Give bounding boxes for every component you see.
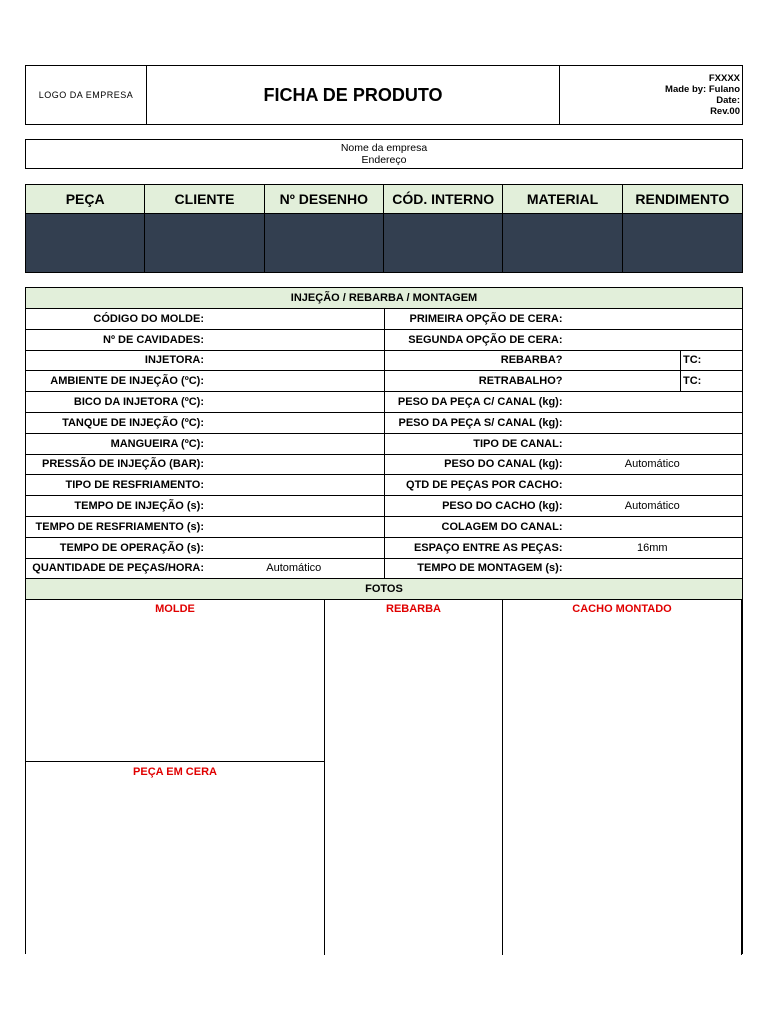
product-header-cod-interno: CÓD. INTERNO (384, 185, 503, 214)
injection-left-label: TIPO DE RESFRIAMENTO: (65, 479, 204, 492)
injection-right-field (385, 496, 743, 516)
injection-left-label: QUANTIDADE DE PEÇAS/HORA: (32, 562, 204, 575)
injection-left-field (26, 517, 385, 537)
injection-right-field (385, 371, 743, 391)
injection-right-value[interactable]: Automático (624, 458, 680, 471)
product-table (25, 184, 743, 273)
injection-left-label: TEMPO DE INJEÇÃO (s): (74, 500, 204, 513)
injection-left-label: INJETORA: (144, 354, 204, 367)
product-header-cliente: CLIENTE (145, 185, 264, 214)
injection-right-field (385, 434, 743, 454)
product-cell-cod-interno[interactable] (384, 214, 503, 272)
injection-row (26, 455, 742, 476)
injection-left-field (26, 330, 385, 350)
injection-left-label: CÓDIGO DO MOLDE: (93, 312, 204, 325)
injection-row (26, 538, 742, 559)
injection-right-field (385, 309, 743, 329)
product-cell-rendimento[interactable] (623, 214, 742, 272)
injection-right-label: SEGUNDA OPÇÃO DE CERA: (408, 333, 563, 346)
made-by: Made by: Fulano (665, 84, 740, 95)
injection-right-field (385, 538, 743, 558)
photo-rebarba-cell[interactable] (325, 599, 503, 955)
tc-field[interactable]: TC: (680, 371, 742, 391)
tc-field[interactable]: TC: (680, 351, 742, 371)
injection-right-label: ESPAÇO ENTRE AS PEÇAS: (413, 541, 563, 554)
injection-row (26, 330, 742, 351)
injection-row (26, 517, 742, 538)
injection-row (26, 434, 742, 455)
injection-row (26, 371, 742, 392)
injection-left-field (26, 455, 385, 475)
injection-right-label: PESO DA PEÇA S/ CANAL (kg): (398, 416, 563, 429)
injection-left-field (26, 434, 385, 454)
injection-left-value[interactable]: Automático (266, 562, 322, 575)
product-cell-desenho[interactable] (265, 214, 384, 272)
injection-right-label: PESO DO CACHO (kg): (442, 500, 563, 513)
document-date: Date: (716, 95, 740, 106)
photos-section (25, 578, 743, 954)
injection-section (25, 287, 743, 579)
injection-left-label: TEMPO DE OPERAÇÃO (s): (59, 541, 204, 554)
company-logo-placeholder: LOGO DA EMPRESA (26, 66, 147, 124)
injection-right-field (385, 559, 743, 579)
injection-left-label: Nº DE CAVIDADES: (103, 333, 204, 346)
injection-left-label: BICO DA INJETORA (ºC): (73, 396, 204, 409)
injection-right-field (385, 413, 743, 433)
injection-left-field (26, 538, 385, 558)
product-header-material: MATERIAL (503, 185, 622, 214)
document-meta (560, 66, 742, 124)
injection-right-label: RETRABALHO? (478, 375, 563, 388)
injection-left-field (26, 351, 385, 371)
injection-right-label: TIPO DE CANAL: (473, 437, 563, 450)
injection-left-field (26, 496, 385, 516)
injection-left-label: TEMPO DE RESFRIAMENTO (s): (35, 520, 204, 533)
company-info (25, 139, 743, 169)
photo-peca-cera-cell[interactable] (26, 762, 325, 955)
injection-left-field (26, 413, 385, 433)
injection-left-field (26, 475, 385, 495)
photo-cacho-label: CACHO MONTADO (572, 603, 672, 615)
injection-right-value[interactable]: Automático (624, 500, 680, 513)
photo-molde-cell[interactable] (26, 599, 325, 762)
injection-right-label: PESO DO CANAL (kg): (444, 458, 563, 471)
document-header (25, 65, 743, 125)
page-title: FICHA DE PRODUTO (147, 66, 560, 124)
injection-right-field (385, 351, 743, 371)
document-revision: Rev.00 (710, 106, 740, 117)
product-header-peca: PEÇA (26, 185, 145, 214)
injection-left-label: MANGUEIRA (ºC): (110, 437, 204, 450)
product-cell-cliente[interactable] (145, 214, 264, 272)
injection-row (26, 559, 742, 579)
injection-right-label: PRIMEIRA OPÇÃO DE CERA: (409, 312, 563, 325)
injection-left-field (26, 371, 385, 391)
injection-right-field (385, 475, 743, 495)
injection-right-field (385, 392, 743, 412)
injection-right-field (385, 455, 743, 475)
injection-right-label: REBARBA? (500, 354, 563, 367)
injection-right-field (385, 330, 743, 350)
company-name: Nome da empresa (340, 142, 428, 154)
injection-right-label: PESO DA PEÇA C/ CANAL (kg): (397, 396, 563, 409)
injection-left-label: TANQUE DE INJEÇÃO (ºC): (62, 416, 204, 429)
injection-right-value[interactable]: 16mm (636, 541, 668, 554)
injection-left-label: PRESSÃO DE INJEÇÃO (BAR): (42, 458, 204, 471)
product-header-rendimento: RENDIMENTO (623, 185, 742, 214)
injection-left-field (26, 559, 385, 579)
injection-row (26, 413, 742, 434)
injection-left-field (26, 392, 385, 412)
injection-left-label: AMBIENTE DE INJEÇÃO (ºC): (50, 375, 204, 388)
injection-row (26, 309, 742, 330)
injection-left-field (26, 309, 385, 329)
photo-rebarba-label: REBARBA (386, 603, 441, 615)
injection-row (26, 475, 742, 496)
photos-section-title: FOTOS (26, 579, 742, 600)
product-cell-material[interactable] (503, 214, 622, 272)
injection-right-label: TEMPO DE MONTAGEM (s): (417, 562, 563, 575)
photo-peca-cera-label: PEÇA EM CERA (133, 766, 217, 778)
injection-section-title: INJEÇÃO / REBARBA / MONTAGEM (26, 288, 742, 309)
product-cell-peca[interactable] (26, 214, 145, 272)
injection-right-label: COLAGEM DO CANAL: (441, 520, 563, 533)
injection-row (26, 496, 742, 517)
injection-row (26, 392, 742, 413)
photo-molde-label: MOLDE (155, 603, 195, 615)
product-header-desenho: Nº DESENHO (265, 185, 384, 214)
document-code: FXXXX (708, 73, 740, 84)
injection-right-label: QTD DE PEÇAS POR CACHO: (406, 479, 563, 492)
photo-cacho-cell[interactable] (503, 599, 742, 955)
company-address: Endereço (361, 154, 407, 166)
injection-right-field (385, 517, 743, 537)
injection-row (26, 351, 742, 372)
